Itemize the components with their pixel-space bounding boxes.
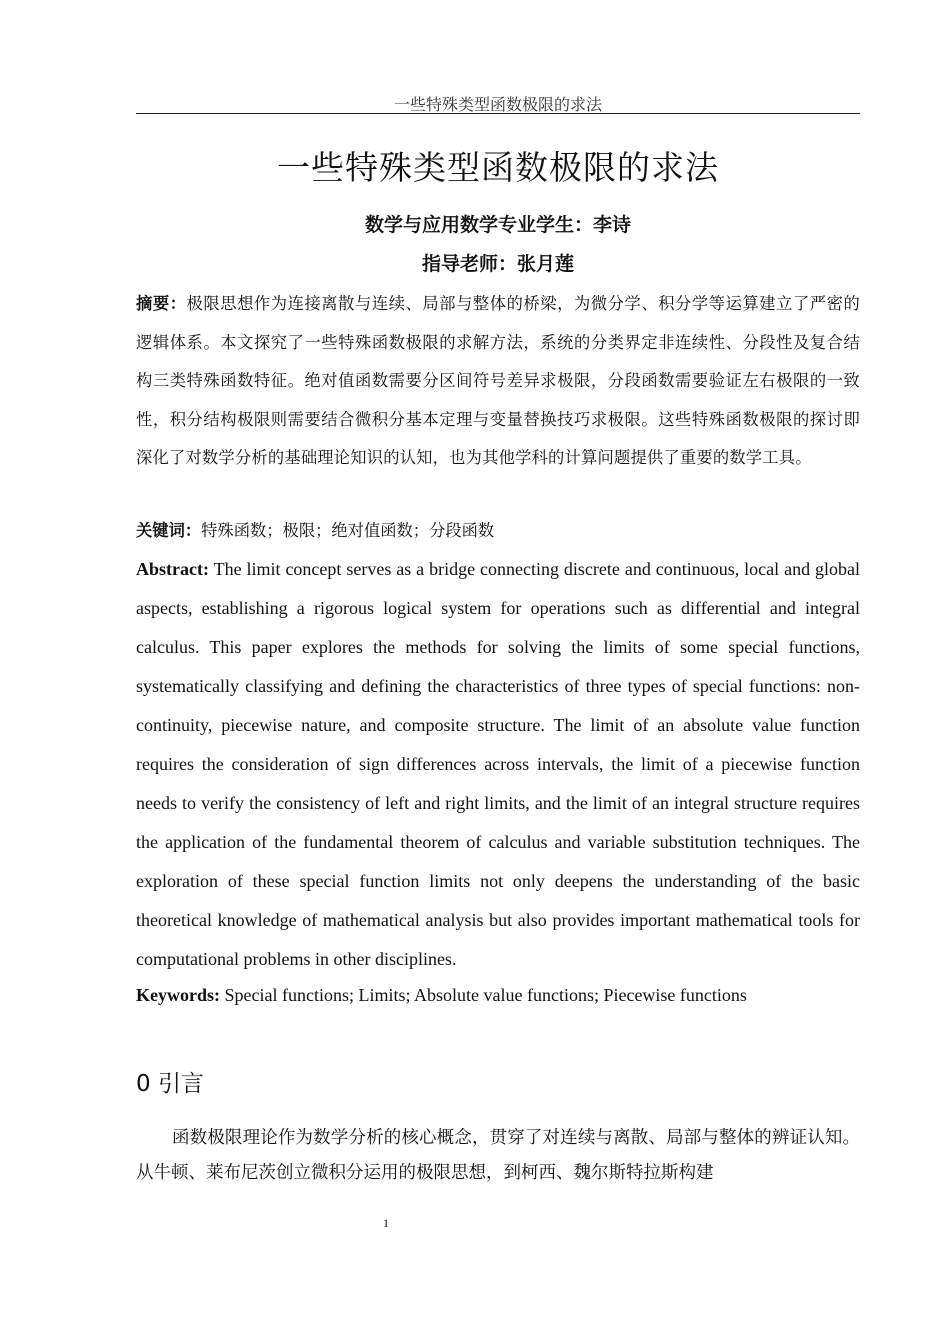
english-abstract-text: The limit concept serves as a bridge connecting discrete and continuous, local and global aspects, establishing a rigorous logical system for operations such as differential and integral calculus. This paper explores the methods for solving the limits of some special functions, systematically classifying and defining the characteristics of three types of special functions: non-continuity, piecewise nature, and composite structure. The limit of an absolute value function requires the consideration of sign differences across intervals, the limit of a piecewise function needs to verify the consistency of left and right limits, and the limit of an integral structure requires the application of the fundamental theorem of calculus and variable substitution techniques. The exploration of these special function limits not only deepens the understanding of the basic theoretical knowledge of mathematical analysis but also provides important mathematical tools for computational problems in other disciplines.	[136, 559, 860, 969]
chinese-abstract-label: 摘要：	[136, 294, 187, 313]
chinese-abstract-text: 极限思想作为连接离散与连续、局部与整体的桥梁，为微分学、积分学等运算建立了严密的逻辑体系。本文探究了一些特殊函数极限的求解方法，系统的分类界定非连续性、分段性及复合结构三类特殊函数特征。绝对值函数需要分区间符号差异求极限，分段函数需要验证左右极限的一致性，积分结构极限则需要结合微积分基本定理与变量替换技巧求极限。这些特殊函数极限的探讨即深化了对数学分析的基础理论知识的认知，也为其他学科的计算问题提供了重要的数学工具。	[136, 294, 860, 467]
section-heading-introduction: 0 引言	[136, 1071, 204, 1097]
advisor-line: 指导老师：张月莲	[421, 253, 574, 275]
chinese-keywords-text: 特殊函数；极限；绝对值函数；分段函数	[201, 521, 495, 540]
chinese-abstract	[136, 285, 860, 478]
paper-title: 一些特殊类型函数极限的求法	[277, 148, 719, 187]
header-divider	[136, 113, 860, 114]
author-line: 数学与应用数学专业学生：李诗	[364, 214, 631, 236]
english-abstract-label: Abstract:	[136, 559, 209, 579]
page-number: 1	[383, 1216, 389, 1230]
english-keywords-text: Special functions; Limits; Absolute value functions; Piecewise functions	[220, 985, 747, 1005]
running-header: 一些特殊类型函数极限的求法	[393, 95, 602, 114]
english-keywords-label: Keywords:	[136, 985, 220, 1005]
chinese-keywords-label: 关键词：	[136, 521, 202, 540]
chinese-keywords	[136, 516, 860, 546]
english-keywords	[136, 980, 860, 1010]
english-abstract	[136, 550, 860, 979]
introduction-paragraph: 函数极限理论作为数学分析的核心概念，贯穿了对连续与离散、局部与整体的辨证认知。从牛顿、莱布尼茨创立微积分运用的极限思想，到柯西、魏尔斯特拉斯构建	[136, 1128, 860, 1183]
